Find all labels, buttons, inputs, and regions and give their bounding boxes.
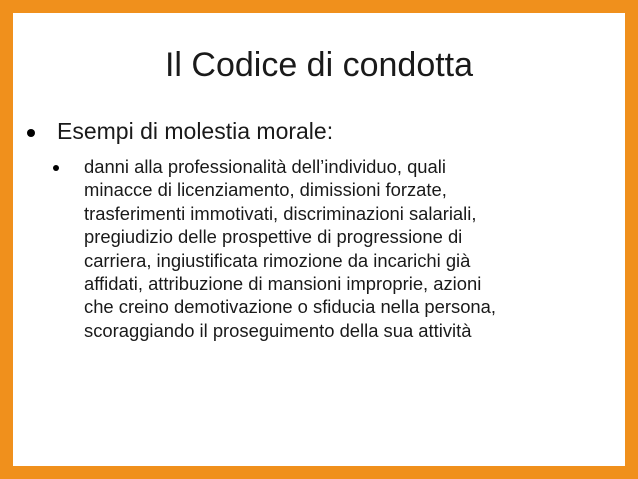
sub-bullet-text xyxy=(84,155,496,342)
sub-bullet-line: carriera, ingiustificata rimozione da incarichi già xyxy=(84,249,471,271)
bullet-item xyxy=(27,115,333,147)
sub-bullet-line: pregiudizio delle prospettive di progressione di xyxy=(84,226,463,248)
sub-bullet-line: danni alla professionalità dell’individuo, quali xyxy=(84,156,446,177)
sub-bullet-line: trasferimenti immotivati, discriminazioni salariali, xyxy=(84,202,477,224)
sub-bullet-line: che creino demotivazione o sfiducia nella persona, xyxy=(84,296,496,318)
slide xyxy=(13,13,625,466)
sub-bullet-item xyxy=(53,155,496,342)
bullet-text: Esempi di molestia morale: xyxy=(57,118,334,144)
sub-bullet-line: scoraggiando il proseguimento della sua attività xyxy=(84,319,472,341)
slide-title: Il Codice di condotta xyxy=(164,46,474,84)
sub-bullet-dot-icon xyxy=(53,165,59,171)
sub-bullet-line: minacce di licenziamento, dimissioni forzate, xyxy=(84,179,447,201)
bullet-dot-icon xyxy=(27,129,35,137)
sub-bullet-line: affidati, attribuzione di mansioni improprie, azioni xyxy=(84,273,482,295)
